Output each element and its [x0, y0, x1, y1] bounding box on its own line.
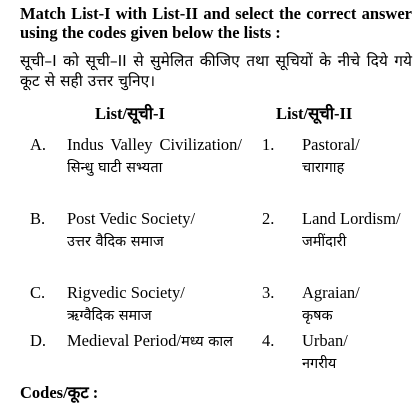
row-number: 2. [262, 209, 275, 228]
list-1-item-hindi: उत्तर वैदिक समाज [67, 234, 164, 250]
list-2-item-english: Urban/ [302, 331, 348, 350]
row-number: 3. [262, 283, 275, 302]
list-1-item-hindi: सिन्धु घाटी सभ्यता [67, 160, 163, 176]
row-number: 4. [262, 331, 275, 350]
list-2-item [302, 330, 412, 375]
list-1-header: List/सूची-I [95, 104, 165, 123]
list-2-item [302, 282, 412, 327]
list-2-item [302, 134, 412, 179]
list-1-item [67, 134, 242, 179]
match-row-c [0, 282, 420, 328]
list-1-item [67, 208, 242, 253]
list-2-item [302, 208, 412, 253]
list-1-item-english: Rigvedic Society/ [67, 283, 185, 302]
list-1-item-english: Post Vedic Society/ [67, 209, 196, 228]
list-2-item-hindi: नगरीय [302, 356, 337, 372]
question-text-english: Match List-I with List-II and select the correct answer using the codes given below the lists : [20, 4, 412, 42]
match-row-a [0, 134, 420, 204]
list-2-header: List/सूची-II [276, 104, 353, 123]
list-2-item-english: Pastoral/ [302, 135, 360, 154]
codes-label: Codes/कूट : [20, 383, 99, 402]
match-row-d [0, 330, 420, 376]
list-1-item-hindi: मध्य काल [181, 334, 233, 350]
list-1-item [67, 330, 242, 353]
row-number: 1. [262, 135, 275, 154]
list-2-item-hindi: कृषक [302, 308, 333, 324]
row-label: B. [30, 209, 46, 228]
list-2-item-english: Agraian/ [302, 283, 360, 302]
list-2-item-english: Land Lordism/ [302, 209, 401, 228]
row-label: C. [30, 283, 46, 302]
list-1-item [67, 282, 242, 327]
list-1-item-english: Indus Valley Civilization/ [67, 135, 242, 154]
list-2-item-hindi: जमींदारी [302, 234, 347, 250]
list-2-item-hindi: चारागाह [302, 160, 345, 176]
match-row-b [0, 208, 420, 278]
question-text-hindi: सूची–I को सूची–II से सुमेलित कीजिए तथा सूचियों के नीचे दिये गये कूट से सही उत्तर चुनिए। [20, 52, 412, 90]
row-label: A. [30, 135, 47, 154]
row-label: D. [30, 331, 47, 350]
list-1-item-english: Medieval Period/ [67, 331, 182, 350]
list-1-item-hindi: ऋग्वैदिक समाज [67, 308, 152, 324]
